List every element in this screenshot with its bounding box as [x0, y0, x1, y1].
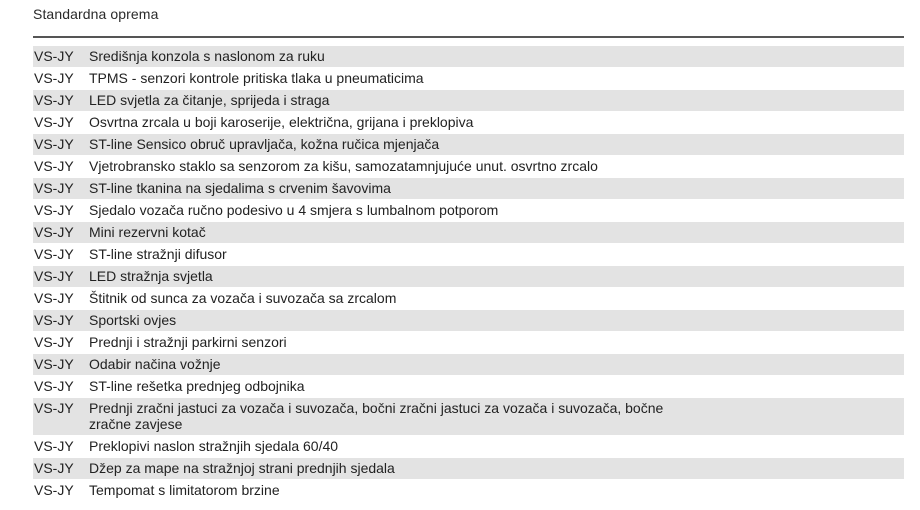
- list-item: [33, 354, 904, 376]
- equipment-code: VS-JY: [34, 438, 74, 454]
- equipment-code: VS-JY: [34, 378, 74, 394]
- equipment-code: VS-JY: [34, 290, 74, 306]
- list-item: [33, 200, 904, 222]
- equipment-code: VS-JY: [34, 114, 74, 130]
- equipment-description: Tempomat s limitatorom brzine: [89, 482, 280, 498]
- equipment-description: Prednji zračni jastuci za vozača i suvozača, bočni zračni jastuci za vozača i suvozača, bočne zračne zavjese: [89, 400, 664, 432]
- section-title: Standardna oprema: [33, 6, 159, 22]
- equipment-description: TPMS - senzori kontrole pritiska tlaka u pneumaticima: [89, 70, 424, 86]
- equipment-code: VS-JY: [34, 48, 74, 64]
- equipment-description: Prednji i stražnji parkirni senzori: [89, 334, 287, 350]
- equipment-code: VS-JY: [34, 312, 74, 328]
- list-item: [33, 458, 904, 480]
- equipment-code: VS-JY: [34, 460, 74, 476]
- equipment-description: Sportski ovjes: [89, 312, 177, 328]
- header-divider: [33, 36, 904, 38]
- equipment-code: VS-JY: [34, 92, 74, 108]
- equipment-code: VS-JY: [34, 356, 74, 372]
- list-item: [33, 156, 904, 178]
- equipment-code: VS-JY: [34, 400, 74, 416]
- equipment-description: Džep za mape na stražnjoj strani prednjih sjedala: [89, 460, 395, 476]
- list-item: [33, 112, 904, 134]
- list-item: [33, 46, 904, 68]
- list-item: [33, 90, 904, 112]
- equipment-code: VS-JY: [34, 482, 74, 498]
- equipment-description: Mini rezervni kotač: [89, 224, 206, 240]
- list-item: [33, 134, 904, 156]
- equipment-code: VS-JY: [34, 158, 74, 174]
- equipment-description: Odabir načina vožnje: [89, 356, 221, 372]
- equipment-code: VS-JY: [34, 268, 74, 284]
- equipment-description: LED svjetla za čitanje, sprijeda i straga: [89, 92, 330, 108]
- equipment-code: VS-JY: [34, 224, 74, 240]
- equipment-description: LED stražnja svjetla: [89, 268, 213, 284]
- list-item: [33, 436, 904, 458]
- equipment-code: VS-JY: [34, 246, 74, 262]
- list-item: [33, 288, 904, 310]
- equipment-description: ST-line tkanina na sjedalima s crvenim šavovima: [89, 180, 391, 196]
- list-item: [33, 480, 904, 502]
- equipment-description: ST-line stražnji difusor: [89, 246, 227, 262]
- equipment-code: VS-JY: [34, 180, 74, 196]
- equipment-description: ST-line Sensico obruč upravljača, kožna ručica mjenjača: [89, 136, 440, 152]
- list-item: [33, 310, 904, 332]
- equipment-description: Osvrtna zrcala u boji karoserije, električna, grijana i preklopiva: [89, 114, 474, 130]
- equipment-description: Štitnik od sunca za vozača i suvozača sa zrcalom: [89, 290, 397, 306]
- equipment-list: [33, 46, 904, 502]
- list-item: [33, 398, 904, 436]
- list-item: [33, 376, 904, 398]
- equipment-code: VS-JY: [34, 70, 74, 86]
- equipment-description: Središnja konzola s naslonom za ruku: [89, 48, 325, 64]
- list-item: [33, 266, 904, 288]
- equipment-description: Sjedalo vozača ručno podesivo u 4 smjera s lumbalnom potporom: [89, 202, 499, 218]
- equipment-code: VS-JY: [34, 136, 74, 152]
- equipment-description: Vjetrobransko staklo sa senzorom za kišu, samozatamnjujuće unut. osvrtno zrcalo: [89, 158, 598, 174]
- list-item: [33, 178, 904, 200]
- equipment-description: ST-line rešetka prednjeg odbojnika: [89, 378, 305, 394]
- equipment-description: Preklopivi naslon stražnjih sjedala 60/40: [89, 438, 339, 454]
- equipment-code: VS-JY: [34, 334, 74, 350]
- list-item: [33, 68, 904, 90]
- list-item: [33, 332, 904, 354]
- list-item: [33, 222, 904, 244]
- list-item: [33, 244, 904, 266]
- equipment-code: VS-JY: [34, 202, 74, 218]
